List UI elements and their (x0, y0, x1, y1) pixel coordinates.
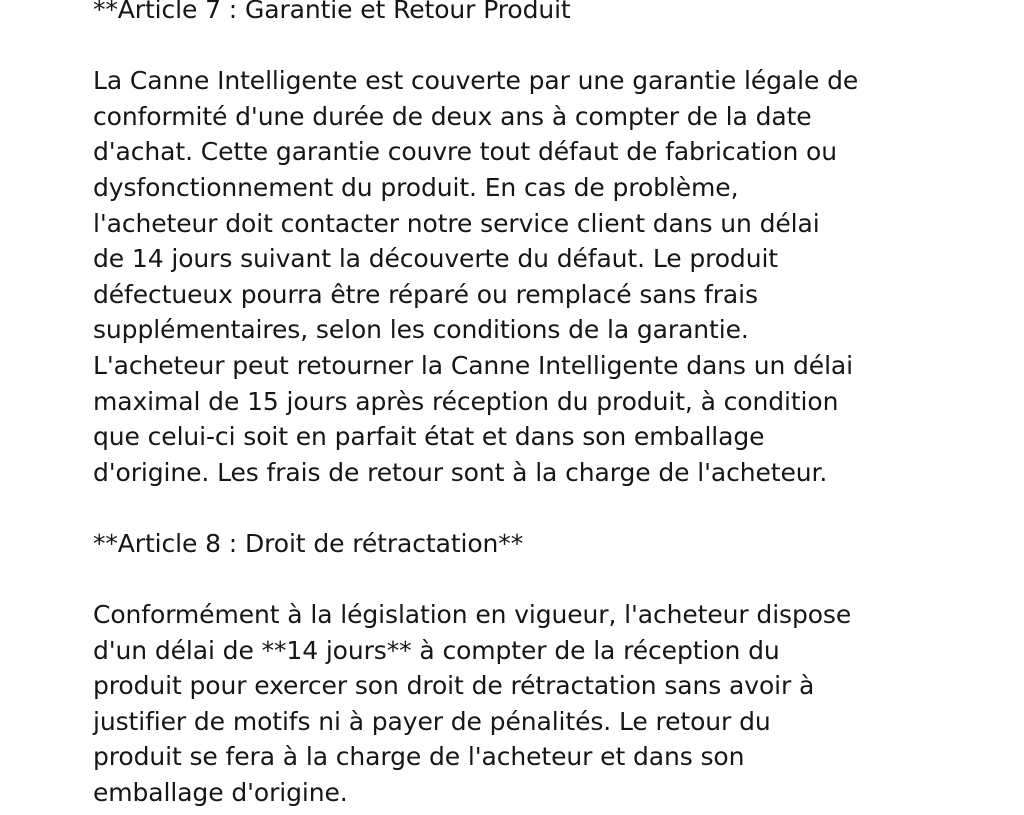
text-line: produit pour exercer son droit de rétractation sans avoir à (93, 671, 815, 701)
article-8-heading: **Article 8 : Droit de rétractation** (93, 528, 524, 558)
article-7-paragraph (93, 63, 993, 490)
text-line: emballage d'origine. (93, 778, 348, 808)
text-line: Conformément à la législation en vigueur, l'acheteur dispose (93, 600, 852, 630)
text-line: L'acheteur peut retourner la Canne Intelligente dans un délai (93, 350, 854, 380)
text-line: justifier de motifs ni à payer de pénalités. Le retour du (93, 706, 771, 736)
text-line: d'achat. Cette garantie couvre tout défaut de fabrication ou (93, 137, 837, 167)
text-line: conformité d'une durée de deux ans à compter de la date (93, 101, 812, 131)
paragraph-spacer (93, 28, 993, 64)
text-line: dysfonctionnement du produit. En cas de problème, (93, 172, 739, 202)
text-line: de 14 jours suivant la découverte du défaut. Le produit (93, 244, 778, 274)
text-line: d'un délai de **14 jours** à compter de la réception du (93, 635, 780, 665)
text-line: maximal de 15 jours après réception du produit, à condition (93, 386, 839, 416)
text-line: supplémentaires, selon les conditions de la garantie. (93, 315, 749, 345)
document-body (93, 0, 993, 811)
text-line: l'acheteur doit contacter notre service client dans un délai (93, 208, 820, 238)
text-line: d'origine. Les frais de retour sont à la charge de l'acheteur. (93, 457, 828, 487)
text-line: défectueux pourra être réparé ou remplacé sans frais (93, 279, 758, 309)
text-line: que celui-ci soit en parfait état et dans son emballage (93, 422, 765, 452)
text-line: La Canne Intelligente est couverte par une garantie légale de (93, 66, 859, 96)
paragraph-spacer (93, 490, 993, 526)
text-line: produit se fera à la charge de l'acheteur et dans son (93, 742, 745, 772)
article-8-paragraph (93, 597, 993, 811)
paragraph-spacer (93, 562, 993, 598)
article-7-heading: **Article 7 : Garantie et Retour Produit (93, 0, 571, 24)
